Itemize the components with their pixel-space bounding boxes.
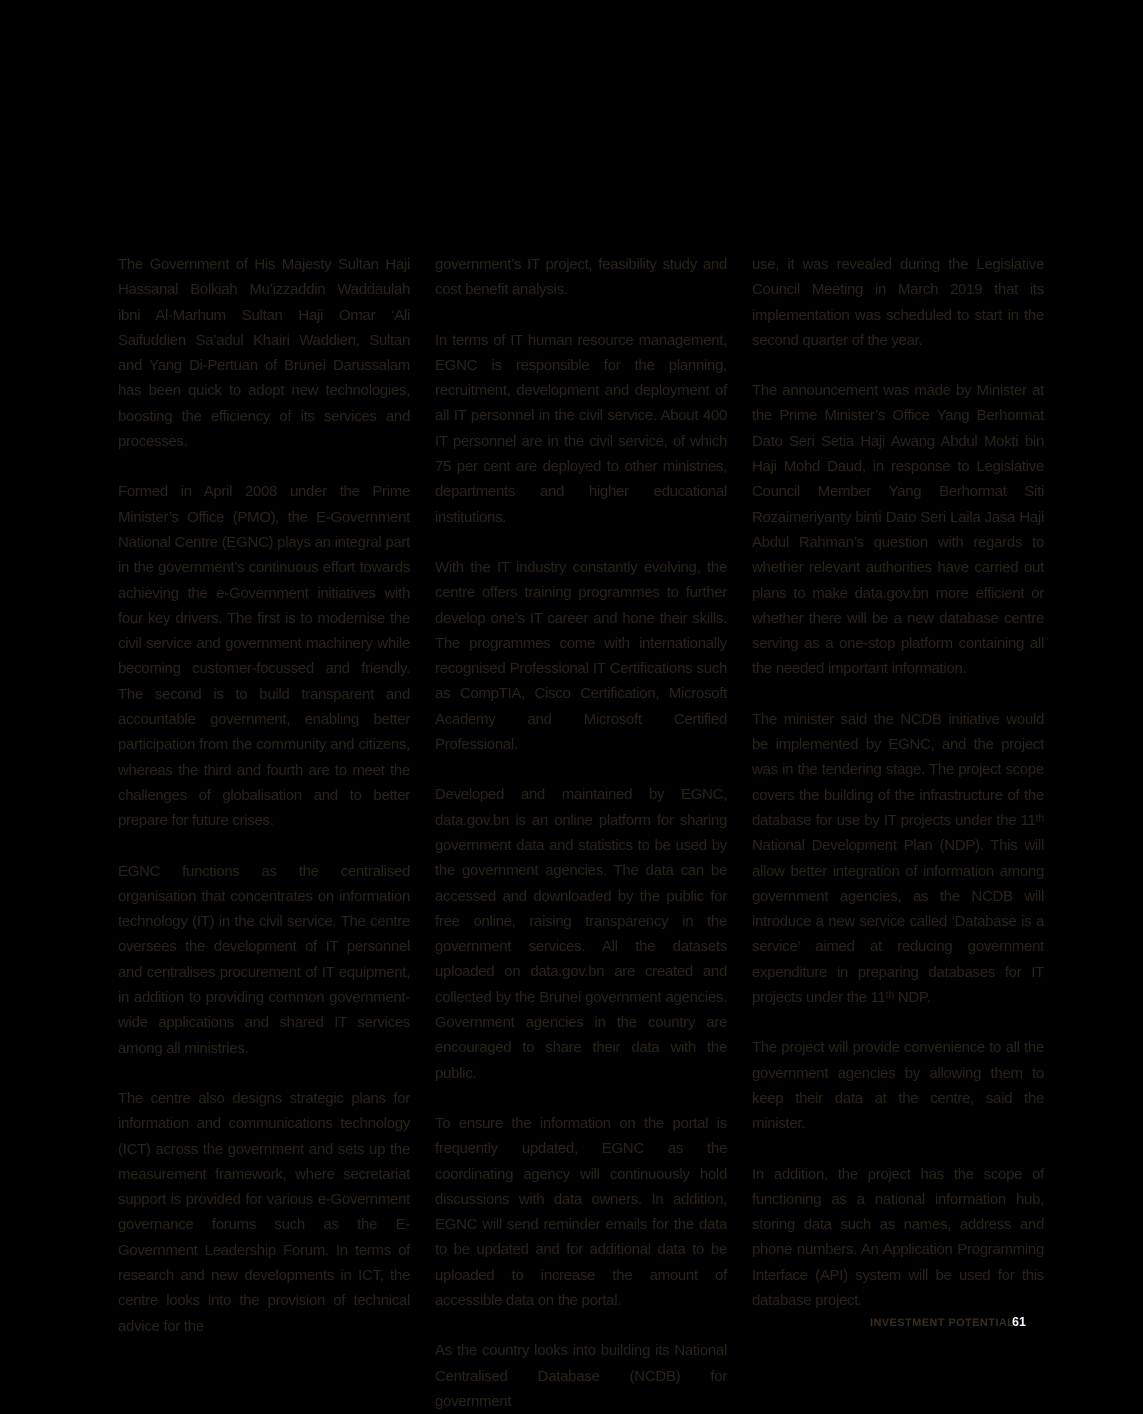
footer-section-label: INVESTMENT POTENTIAL: [870, 1317, 1015, 1329]
paragraph: The project will provide convenience to all the government agencies by allowing them to keep their data at the centre, said the minister.: [752, 1039, 1044, 1133]
article-column-2: [435, 252, 727, 1414]
article-column-1: [118, 252, 410, 1414]
paragraph: With the IT industry constantly evolving, the centre offers training programmes to further develop one’s IT career and hone their skills. The programmes come with internationally recognised Professional IT Certifications such as CompTIA, Cisco Certification, Microsoft Academy and Microsoft Certified Professional.: [435, 558, 727, 754]
article-body: [118, 252, 1044, 1414]
paragraph: The minister said the NCDB initiative would be implemented by EGNC, and the project was in the tendering stage. The project scope covers the building of the infrastructure of the database for use by IT projects under the 11ᵗʰ National Development Plan (NDP). This will allow better integration of information among government agencies, as the NCDB will introduce a new service called ‘Database is a service’ aimed at reducing government expenditure in preparing databases for IT projects under the 11ᵗʰ NDP.: [752, 710, 1044, 1007]
article-column-3: [752, 252, 1044, 1414]
paragraph: The centre also designs strategic plans for information and communications technology (ICT) across the government and sets up the measurement framework, where secretariat support is provided for various e-Government governance forums such as the E-Government Leadership Forum. In terms of research and new developments in ICT, the centre looks into the provision of technical advice for the: [118, 1089, 410, 1335]
paragraph: Developed and maintained by EGNC, data.gov.bn is an online platform for sharing government data and statistics to be used by the government agencies. The data can be accessed and downloaded by the public for free online, raising transparency in the government services. All the datasets uploaded on data.gov.bn are created and collected by the Brunei government agencies. Government agencies in the country are encouraged to share their data with the public.: [435, 786, 727, 1082]
paragraph: The announcement was made by Minister at the Prime Minister’s Office Yang Berhormat Dato Seri Setia Haji Awang Abdul Mokti bin Haji Mohd Daud, in response to Legislative Council Member Yang Berhormat Siti Rozaimeriyanty binti Dato Seri Laila Jasa Haji Abdul Rahman’s question with regards to whether relevant authorities have carried out plans to make data.gov.bn more efficient or whether there will be a new database centre serving as a one-stop platform containing all the needed important information.: [752, 382, 1044, 678]
paragraph: In terms of IT human resource management, EGNC is responsible for the planning, recruitment, development and deployment of all IT personnel in the civil service. About 400 IT personnel are in the civil service, of which 75 per cent are deployed to other ministries, departments and higher educational institutions.: [435, 331, 727, 526]
paragraph: The Government of His Majesty Sultan Haji Hassanal Bolkiah Mu’izzaddin Waddaulah ibni Al-Marhum Sultan Haji Omar ‘Ali Saifuddien Sa’adul Khairi Waddien, Sultan and Yang Di-Pertuan of Brunei Darussalam has been quick to adopt new technologies, boosting the efficiency of its services and processes.: [118, 256, 410, 451]
paragraph: To ensure the information on the portal is frequently updated, EGNC as the coordinating agency will continuously hold discussions with data owners. In addition, EGNC will send reminder emails for the data to be updated and for additional data to be uploaded to increase the amount of accessible data on the portal.: [435, 1114, 727, 1309]
paragraph: In addition, the project has the scope of functioning as a national information hub, storing data such as names, address and phone numbers. An Application Programming Interface (API) system will be used for this database project.: [752, 1165, 1044, 1309]
paragraph: use, it was revealed during the Legislative Council Meeting in March 2019 that its implementation was scheduled to start in the second quarter of the year.: [752, 256, 1044, 349]
paragraph: As the country looks into building its National Centralised Database (NCDB) for government: [435, 1342, 727, 1410]
paragraph: Formed in April 2008 under the Prime Minister’s Office (PMO), the E-Government National Centre (EGNC) plays an integral part in the government’s continuous effort towards achieving the e-Government initiatives with four key drivers. The first is to modernise the civil service and government machinery while becoming customer-focussed and friendly. The second is to build transparent and accountable government, enabling better participation from the community and citizens, whereas the third and fourth are to meet the challenges of globalisation and to better prepare for future crises.: [118, 483, 410, 830]
paragraph: EGNC functions as the centralised organisation that concentrates on information technology (IT) in the civil service. The centre oversees the development of IT personnel and centralises procurement of IT equipment, in addition to providing common government-wide applications and shared IT services among all ministries.: [118, 862, 410, 1057]
paragraph: government’s IT project, feasibility study and cost benefit analysis.: [435, 256, 727, 299]
footer-page-number: 61: [1012, 1315, 1026, 1329]
